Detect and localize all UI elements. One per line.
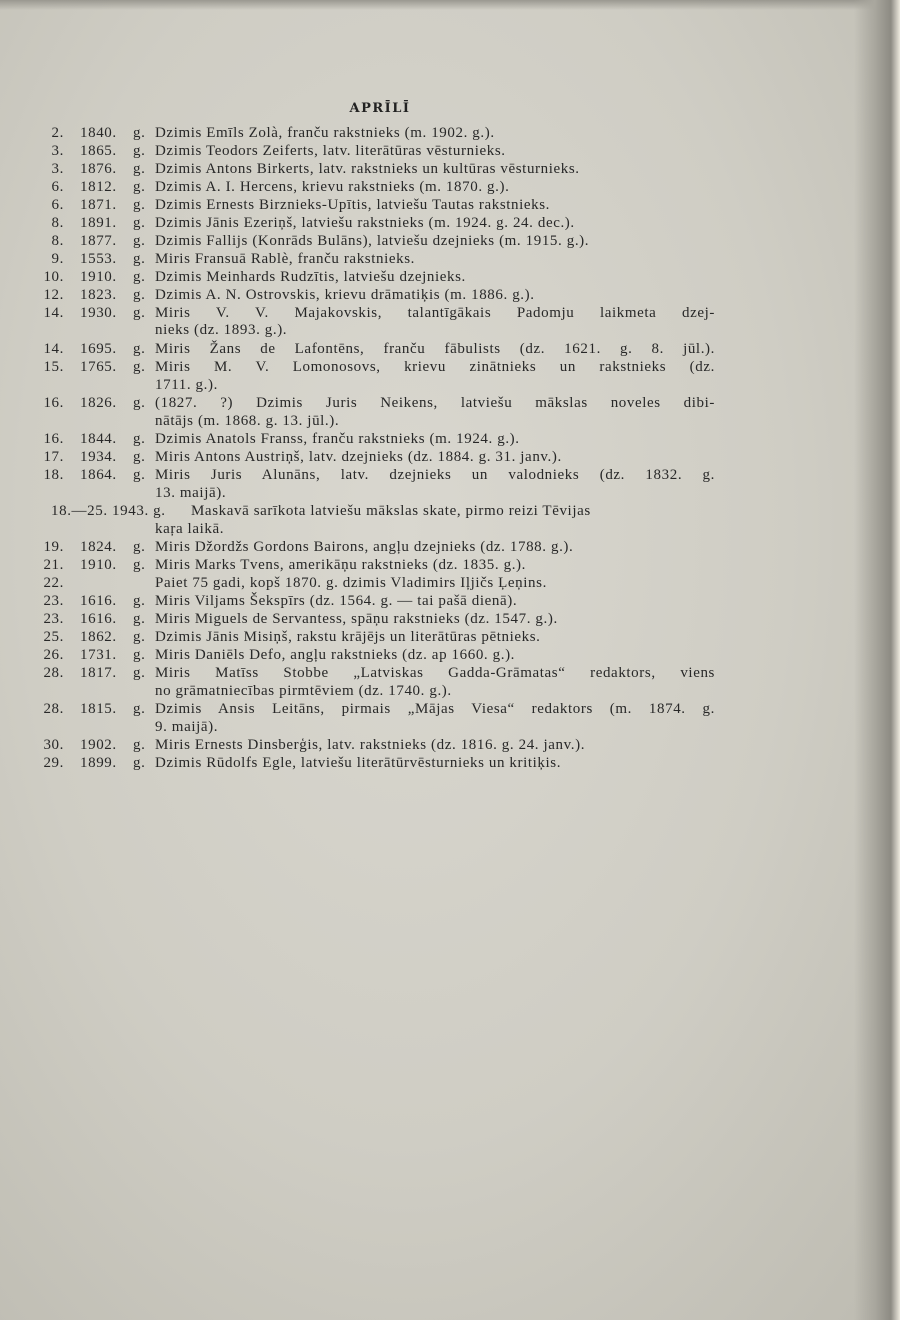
entry-year-suffix: g. [133,395,146,411]
entry-text: Dzimis Fallijs (Konrāds Bulāns), latviešu dzejnieks (m. 1915. g.). [155,233,590,249]
entry-year: 1899. [80,755,117,771]
entry-text: Dzimis Jānis Ezeriņš, latviešu rakstnieks (m. 1924. g. 24. dec.). [155,215,575,231]
entry-day: 28. [43,665,64,681]
entry-year: 1910. [80,269,117,285]
entry-day: 16. [43,431,64,447]
entry-year-suffix: g. [133,287,146,303]
entry-day: 6. [51,197,64,213]
entry-year: 1840. [80,125,117,141]
entry-year-suffix: g. [133,359,146,375]
entry-year-suffix: g. [133,161,146,177]
entry-year: 1844. [80,431,117,447]
entry-day: 18. [43,467,64,483]
entry-text: Dzimis Ernests Birznieks-Upītis, latviešu Tautas rakstnieks. [155,197,551,213]
entry-text: Miris Matīss Stobbe „Latviskas Gadda-Grāmatas“ redaktors, viens [155,665,715,681]
entry-year-suffix: g. [133,233,146,249]
entry-year-suffix: g. [133,215,146,231]
entry-text: Dzimis A. N. Ostrovskis, krievu drāmatiķis (m. 1886. g.). [155,287,535,303]
entry-day: 8. [51,233,64,249]
entry-year: 1553. [80,251,117,267]
entry-text: (1827. ?) Dzimis Juris Neikens, latviešu mākslas noveles dibi- [155,395,715,411]
entry-year: 1823. [80,287,117,303]
entry-day: 23. [43,593,64,609]
entry-year-suffix: g. [133,539,146,555]
entry-year-suffix: g. [133,179,146,195]
entry-year-suffix: g. [133,665,146,681]
entry-year-suffix: g. [133,755,146,771]
entry-year-suffix: g. [133,701,146,717]
entry-day: 28. [43,701,64,717]
entry-text-continuation: nātājs (m. 1868. g. 13. jūl.). [155,413,340,429]
entry-text: Miris Džordžs Gordons Bairons, angļu dzejnieks (dz. 1788. g.). [155,539,574,555]
entry-day: 29. [43,755,64,771]
entry-day: 14. [43,305,64,321]
entry-day: 9. [51,251,64,267]
entry-text: Miris Žans de Lafontēns, franču fābulists (dz. 1621. g. 8. jūl.). [155,341,715,357]
entry-text: Dzimis Anatols Franss, franču rakstnieks (m. 1924. g.). [155,431,520,447]
entry-year-suffix: g. [133,449,146,465]
entry-day: 8. [51,215,64,231]
entry-day: 26. [43,647,64,663]
entry-year: 1871. [80,197,117,213]
entry-text-continuation: nieks (dz. 1893. g.). [155,322,288,338]
entry-year: 1824. [80,539,117,555]
entry-day: 3. [51,161,64,177]
entry-day: 17. [43,449,64,465]
entry-text: Dzimis Emīls Zolà, franču rakstnieks (m. 1902. g.). [155,125,495,141]
entry-year: 1812. [80,179,117,195]
entry-year-suffix: g. [133,197,146,213]
entry-text: Miris Juris Alunāns, latv. dzejnieks un valodnieks (dz. 1832. g. [155,467,715,483]
entry-day: 2. [51,125,64,141]
entry-day: 12. [43,287,64,303]
entry-text: Dzimis Rūdolfs Egle, latviešu literātūrvēsturnieks un kritiķis. [155,755,562,771]
entry-year: 1815. [80,701,117,717]
entry-text-continuation: 1711. g.). [155,377,218,393]
entry-text: Miris Fransuā Rablè, franču rakstnieks. [155,251,416,267]
entry-year-suffix: g. [133,467,146,483]
entry-text: Miris Miguels de Servantess, spāņu rakstnieks (dz. 1547. g.). [155,611,558,627]
entry-year: 1902. [80,737,117,753]
entry-year: 1616. [80,593,117,609]
entry-year: 1891. [80,215,117,231]
entry-year: 1862. [80,629,117,645]
entry-day: 22. [43,575,64,591]
entry-year: 1865. [80,143,117,159]
entry-year: 1877. [80,233,117,249]
entry-text-continuation: 13. maijā). [155,485,227,501]
entry-day: 23. [43,611,64,627]
entry-year: 1876. [80,161,117,177]
entry-day: 21. [43,557,64,573]
entry-date-range: 18.—25. 1943. g. [51,503,166,519]
entry-day: 16. [43,395,64,411]
entry-year: 1765. [80,359,117,375]
entry-text-continuation: 9. maijā). [155,719,219,735]
entry-day: 19. [43,539,64,555]
entry-year-suffix: g. [133,629,146,645]
entry-day: 30. [43,737,64,753]
entry-text: Dzimis Meinhards Rudzītis, latviešu dzejnieks. [155,269,466,285]
entry-year: 1826. [80,395,117,411]
entry-text: Miris Viljams Šekspīrs (dz. 1564. g. — tai pašā dienā). [155,593,518,609]
entry-text: Miris Daniēls Defo, angļu rakstnieks (dz. ap 1660. g.). [155,647,516,663]
entry-text: Miris Antons Austriņš, latv. dzejnieks (dz. 1884. g. 31. janv.). [155,449,562,465]
entry-year-suffix: g. [133,143,146,159]
entry-year: 1930. [80,305,117,321]
entry-year-suffix: g. [133,611,146,627]
entry-text: Maskavā sarīkota latviešu mākslas skate, pirmo reizi Tēvijas [191,503,591,519]
entry-year: 1910. [80,557,117,573]
entry-year-suffix: g. [133,431,146,447]
entry-year-suffix: g. [133,647,146,663]
entry-text-continuation: kaŗa laikā. [155,521,225,537]
entry-text: Miris M. V. Lomonosovs, krievu zinātnieks un rakstnieks (dz. [155,359,715,375]
entry-text: Dzimis Ansis Leitāns, pirmais „Mājas Viesa“ redaktors (m. 1874. g. [155,701,715,717]
entry-year: 1864. [80,467,117,483]
entry-year-suffix: g. [133,305,146,321]
entry-text: Dzimis Teodors Zeiferts, latv. literātūras vēsturnieks. [155,143,506,159]
entry-year-suffix: g. [133,269,146,285]
entry-year-suffix: g. [133,251,146,267]
entry-year-suffix: g. [133,341,146,357]
entry-text: Miris V. V. Majakovskis, talantīgākais Padomju laikmeta dzej- [155,305,715,321]
entry-text-continuation: no grāmatniecības pirmtēviem (dz. 1740. g.). [155,683,452,699]
entry-day: 25. [43,629,64,645]
entry-text: Miris Marks Tvens, amerikāņu rakstnieks (dz. 1835. g.). [155,557,526,573]
entry-year: 1695. [80,341,117,357]
entry-day: 3. [51,143,64,159]
entry-year-suffix: g. [133,557,146,573]
entry-year: 1616. [80,611,117,627]
entry-day: 14. [43,341,64,357]
page-title: APRĪLĪ [349,101,411,116]
entry-year-suffix: g. [133,593,146,609]
entry-day: 10. [43,269,64,285]
entry-text: Dzimis Jānis Misiņš, rakstu krājējs un literātūras pētnieks. [155,629,541,645]
entry-text: Paiet 75 gadi, kopš 1870. g. dzimis Vladimirs Iļjičs Ļeņins. [155,575,547,591]
entry-day: 15. [43,359,64,375]
entry-text: Dzimis Antons Birkerts, latv. rakstnieks un kultūras vēsturnieks. [155,161,580,177]
entry-year: 1934. [80,449,117,465]
entry-year-suffix: g. [133,737,146,753]
entry-text: Dzimis A. I. Hercens, krievu rakstnieks (m. 1870. g.). [155,179,510,195]
entry-day: 6. [51,179,64,195]
entry-year: 1817. [80,665,117,681]
entry-year-suffix: g. [133,125,146,141]
entry-year: 1731. [80,647,117,663]
entry-text: Miris Ernests Dinsberģis, latv. rakstnieks (dz. 1816. g. 24. janv.). [155,737,586,753]
